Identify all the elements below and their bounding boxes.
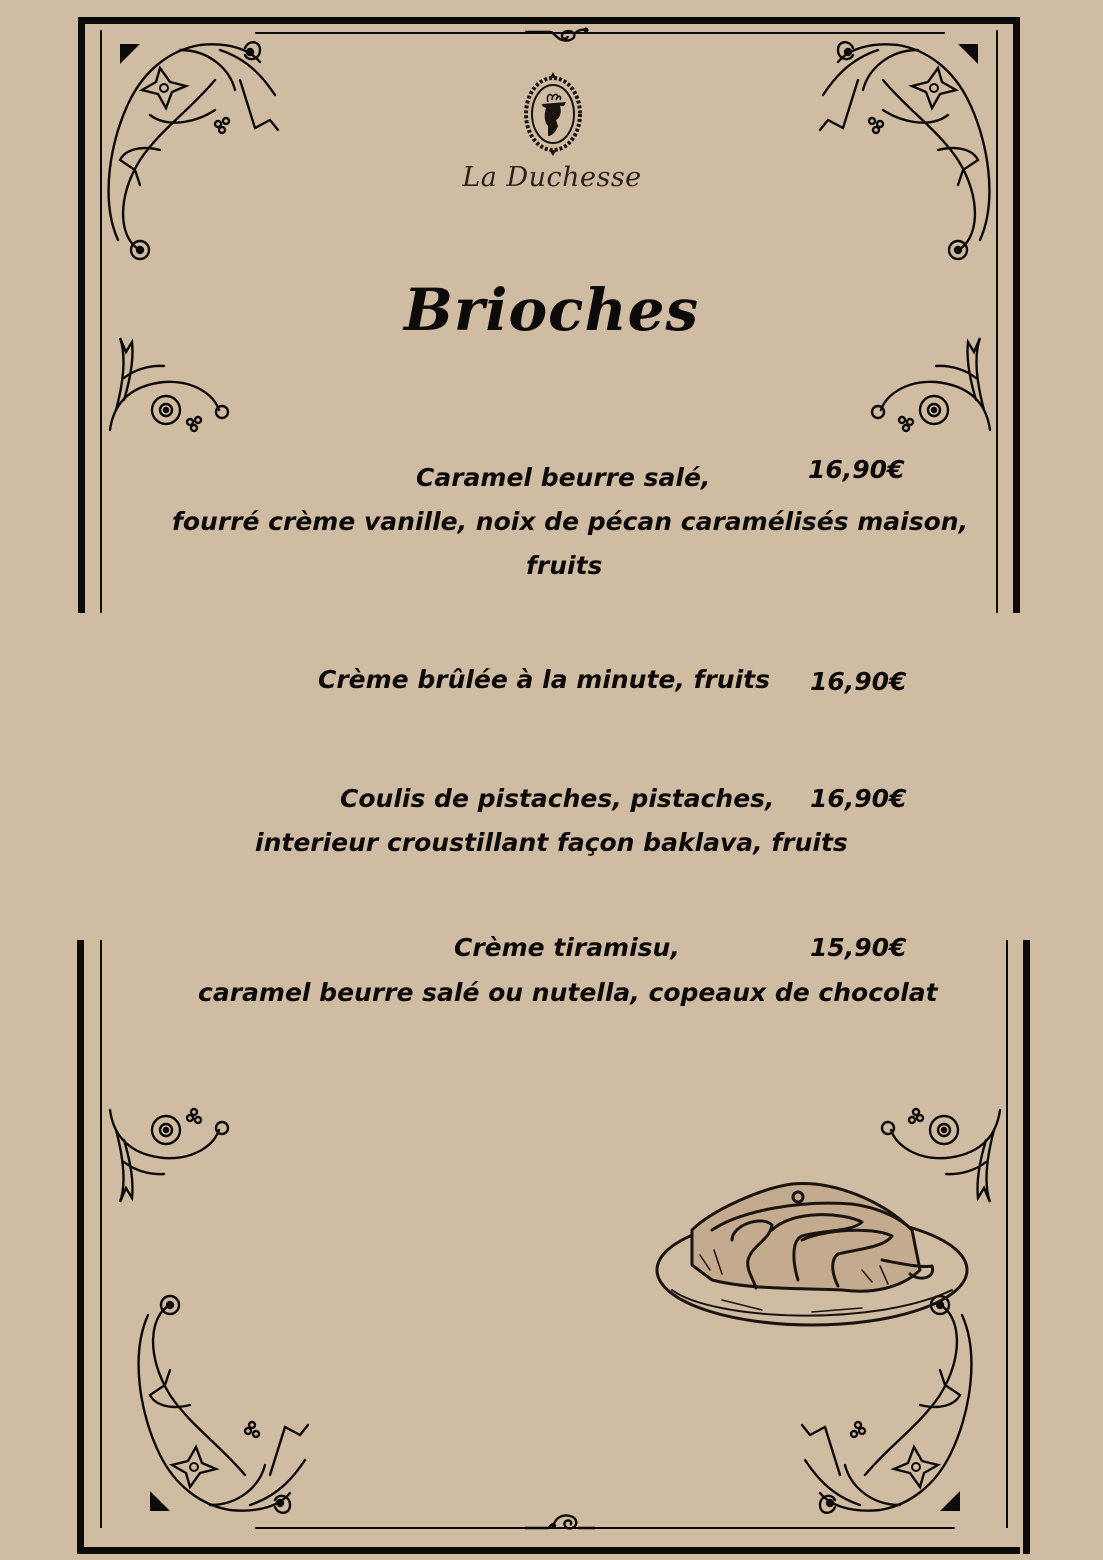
floral-corner-top-right-icon — [818, 20, 998, 270]
menu-item-description: interieur croustillant façon baklava, fruits — [255, 828, 848, 857]
menu-item-description: fruits — [526, 551, 603, 580]
menu-item-price: 15,90€ — [810, 933, 907, 962]
border-right-outer-lower — [1023, 940, 1030, 1554]
top-center-swirl-icon — [520, 26, 600, 56]
menu-item-price: 16,90€ — [810, 667, 907, 696]
bottom-center-swirl-icon — [520, 1504, 600, 1534]
menu-item-price: 16,90€ — [810, 784, 907, 813]
scroll-ornament-upper-right-icon — [866, 330, 996, 440]
menu-item-name: Crème brûlée à la minute, fruits — [318, 665, 770, 694]
menu-item-name: Crème tiramisu, — [454, 933, 680, 962]
floral-corner-bottom-left-icon — [100, 1285, 340, 1535]
brioche-on-plate-illustration — [652, 1170, 972, 1330]
menu-item-price: 16,90€ — [808, 455, 905, 484]
scroll-ornament-upper-left-icon — [104, 330, 234, 440]
page-title: Brioches — [403, 276, 700, 344]
menu-item-description: caramel beurre salé ou nutella, copeaux de chocolat — [198, 978, 938, 1007]
menu-item-name: Caramel beurre salé, — [416, 463, 711, 492]
border-bottom-outer — [80, 1547, 1020, 1554]
menu-item-name: Coulis de pistaches, pistaches, — [340, 784, 775, 813]
brand-logo — [452, 62, 652, 212]
border-left-outer-lower — [77, 940, 84, 1554]
menu-item-description: fourré crème vanille, noix de pécan caramélisés maison, — [172, 507, 969, 536]
cameo-silhouette-icon — [522, 66, 584, 158]
brand-name: La Duchesse — [462, 162, 642, 193]
scroll-ornament-lower-left-icon — [104, 1100, 234, 1210]
floral-corner-top-left-icon — [100, 20, 280, 270]
